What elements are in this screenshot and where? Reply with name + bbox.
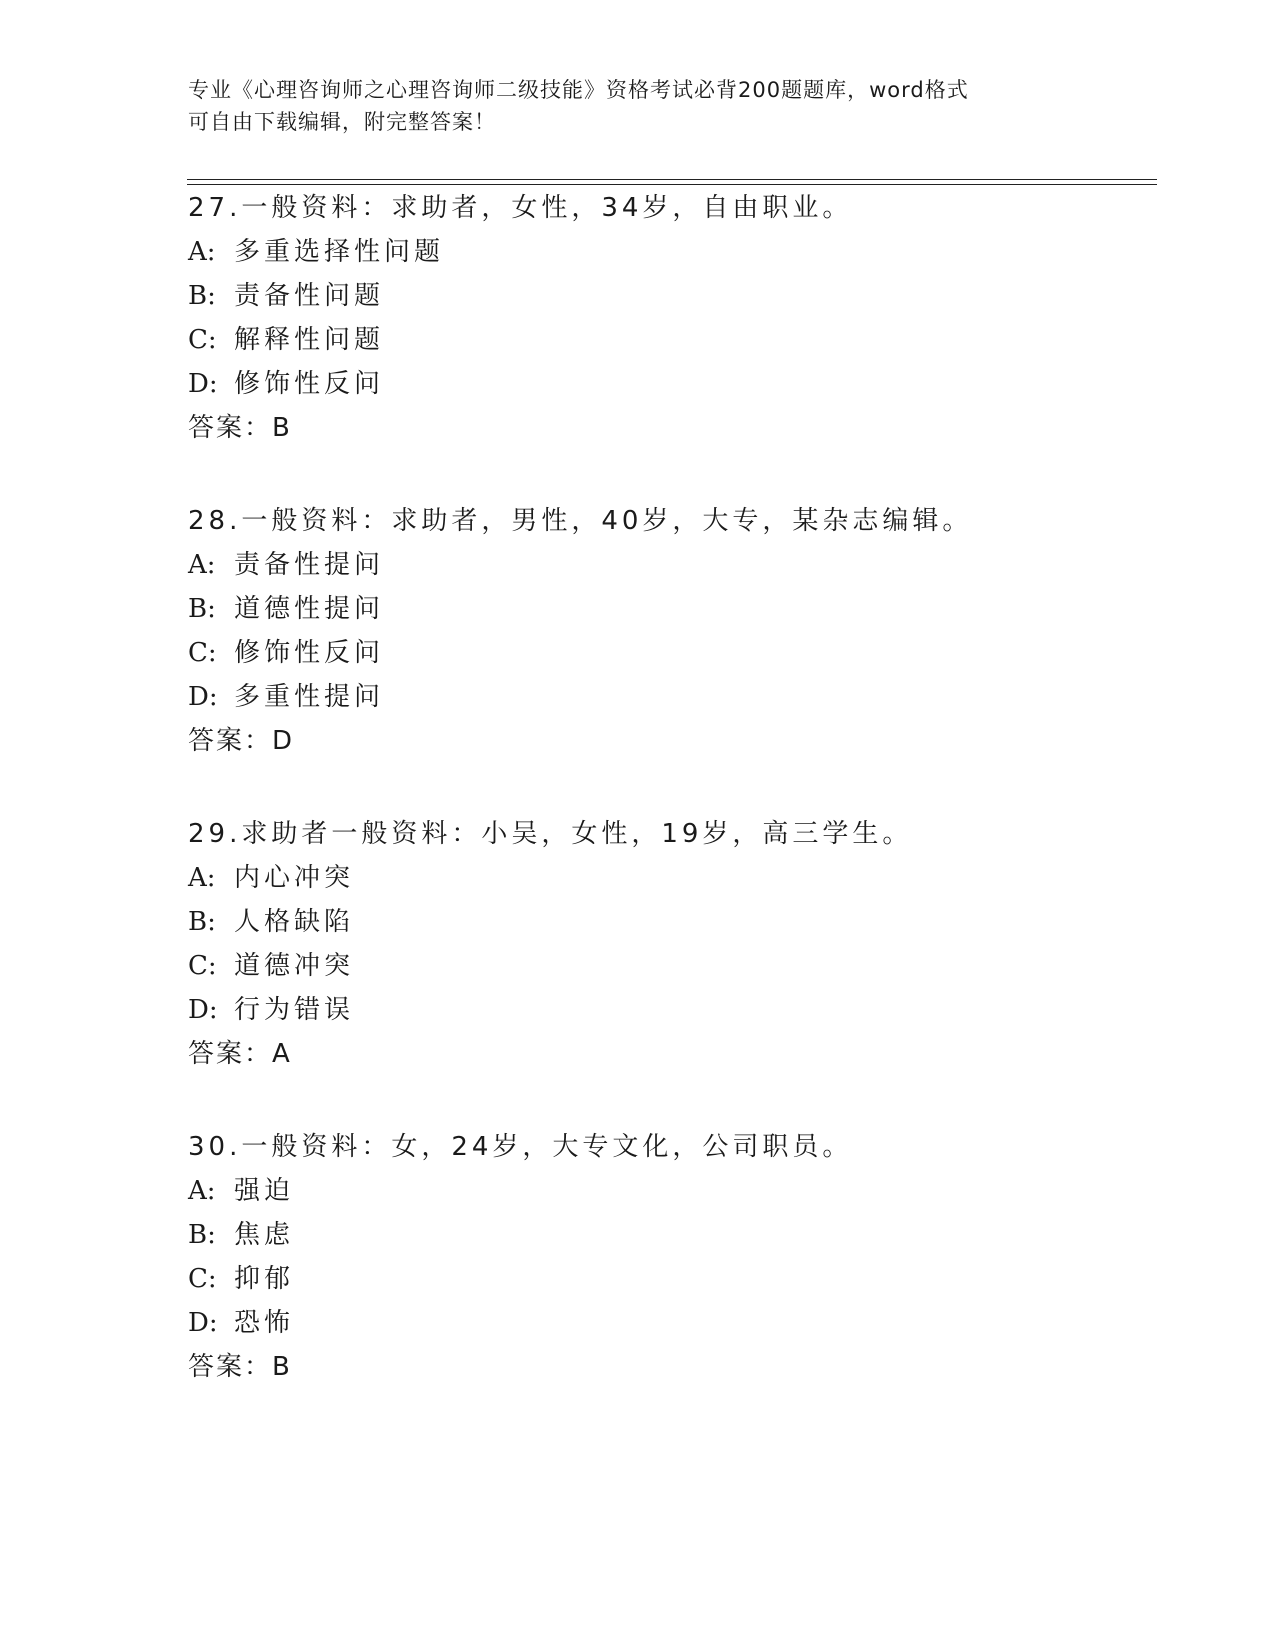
option-text: 强迫	[234, 1176, 295, 1206]
option-letter: C:	[188, 638, 217, 668]
option-letter: C:	[188, 951, 217, 981]
option-letter: A:	[188, 863, 216, 893]
option-c	[188, 636, 384, 670]
option-letter: B:	[188, 281, 216, 311]
option-letter: D:	[188, 1308, 218, 1338]
option-c	[188, 1262, 294, 1296]
option-text: 多重选择性问题	[234, 237, 445, 267]
option-text: 修饰性反问	[234, 638, 385, 668]
option-text: 多重性提问	[234, 682, 385, 712]
option-a	[188, 1174, 294, 1208]
header-line-2: 可自由下载编辑，附完整答案！	[188, 110, 496, 134]
option-text: 抑郁	[234, 1264, 295, 1294]
document-header	[188, 74, 1088, 138]
option-letter: A:	[188, 1176, 216, 1206]
option-b	[188, 1218, 294, 1252]
option-letter: B:	[188, 1220, 216, 1250]
option-text: 人格缺陷	[234, 907, 355, 937]
option-text: 修饰性反问	[234, 369, 385, 399]
option-d	[188, 993, 354, 1027]
answer-label: 答案：B	[188, 413, 292, 443]
option-letter: C:	[188, 325, 217, 355]
option-d	[188, 1306, 294, 1340]
answer-label: 答案：A	[188, 1039, 292, 1069]
option-text: 道德冲突	[234, 951, 355, 981]
option-b	[188, 905, 354, 939]
option-letter: A:	[188, 550, 216, 580]
option-text: 焦虑	[234, 1220, 295, 1250]
option-letter: D:	[188, 682, 218, 712]
answer-label: 答案：B	[188, 1352, 292, 1382]
option-text: 内心冲突	[234, 863, 355, 893]
option-b	[188, 279, 384, 313]
question-stem: 29.求助者一般资料：小吴，女性，19岁，高三学生。	[188, 819, 913, 849]
option-text: 责备性提问	[234, 550, 385, 580]
option-d	[188, 367, 384, 401]
header-line-1: 专业《心理咨询师之心理咨询师二级技能》资格考试必背200题题库，word格式	[188, 78, 969, 102]
option-letter: C:	[188, 1264, 217, 1294]
option-d	[188, 680, 384, 714]
option-letter: D:	[188, 369, 218, 399]
option-c	[188, 323, 384, 357]
answer-label: 答案：D	[188, 726, 295, 756]
option-a	[188, 235, 444, 269]
option-c	[188, 949, 354, 983]
option-text: 道德性提问	[234, 594, 385, 624]
option-text: 行为错误	[234, 995, 355, 1025]
question-stem: 28.一般资料：求助者，男性，40岁，大专，某杂志编辑。	[188, 506, 973, 536]
option-b	[188, 592, 384, 626]
header-divider-top	[187, 179, 1157, 180]
option-text: 恐怖	[234, 1308, 295, 1338]
option-a	[188, 861, 354, 895]
question-stem: 30.一般资料：女，24岁，大专文化，公司职员。	[188, 1132, 853, 1162]
option-text: 解释性问题	[234, 325, 385, 355]
option-letter: B:	[188, 907, 216, 937]
option-letter: B:	[188, 594, 216, 624]
option-letter: D:	[188, 995, 218, 1025]
question-stem: 27.一般资料：求助者，女性，34岁，自由职业。	[188, 193, 853, 223]
option-text: 责备性问题	[234, 281, 385, 311]
option-letter: A:	[188, 237, 216, 267]
option-a	[188, 548, 384, 582]
header-divider-bottom	[187, 184, 1157, 185]
